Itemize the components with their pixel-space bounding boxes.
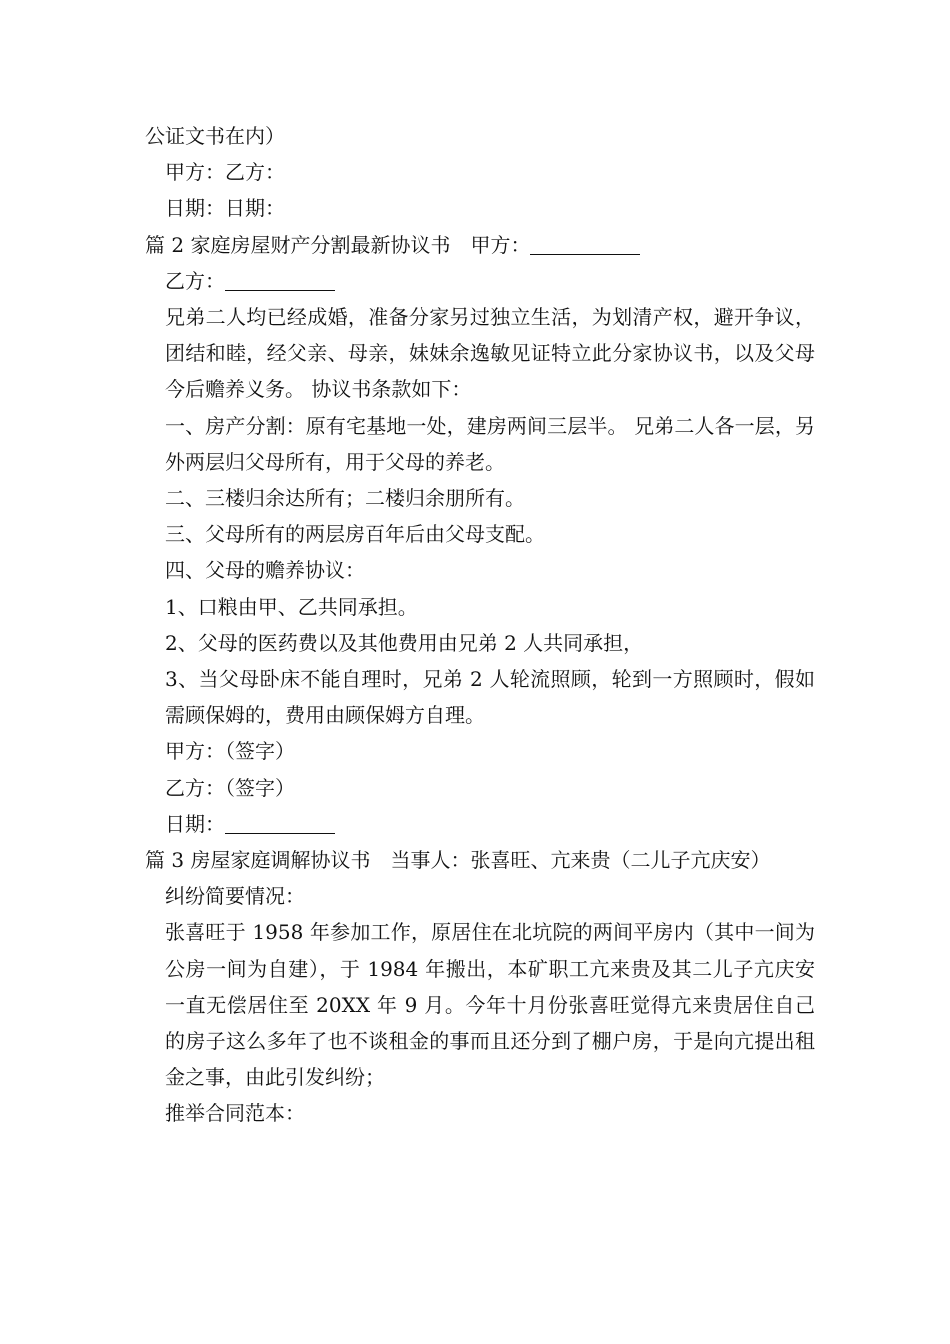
section-title: 篇 3 房屋家庭调解协议书 [145,848,371,873]
date-line [145,806,815,842]
party-b-line [145,263,815,299]
paragraph: 推举合同范本： [165,1101,305,1126]
date-label: 日期： [165,811,225,836]
paragraph: 兄弟二人均已经成婚，准备分家另过独立生活，为划清产权，避开争议，团结和睦，经父亲、母亲，妹妹余逸敏见证特立此分家协议书，以及父母今后赡养义务。 协议书条款如下： [165,305,815,402]
blank-underline [225,811,335,834]
section-heading-3 [145,842,815,878]
signature-line: 乙方：（签字） [165,775,295,800]
paragraph: 纠纷简要情况： [165,884,305,909]
blank-underline [530,232,640,255]
party-b-label: 乙方： [165,268,225,293]
paragraph: 三、父母所有的两层房百年后由父母支配。 [165,522,545,547]
paragraph: 二、三楼归余达所有；二楼归余朋所有。 [165,486,525,511]
signature-line: 甲方：乙方： [165,160,285,185]
list-item: 3、当父母卧床不能自理时，兄弟 2 人轮流照顾，轮到一方照顾时，假如需顾保姆的，费用由顾保姆方自理。 [165,667,815,728]
paragraph: 四、父母的赡养协议： [165,558,365,583]
date-line: 日期：日期： [165,196,285,221]
signature-line: 甲方：（签字） [165,739,295,764]
text-line: 公证文书在内） [145,124,285,148]
paragraph: 张喜旺于 1958 年参加工作，原居住在北坑院的两间平房内（其中一间为公房一间为自建），于 1984 年搬出，本矿职工亢来贵及其二儿子亢庆安一直无偿居住至 20XX 年 9 月。今年十月份张喜旺觉得亢来贵居住自己的房子这么多年了也不谈租金的事而且还分到了棚户房，于是向亢提出租金之事，由此引发纠纷； [165,920,815,1090]
section-heading-2 [145,227,815,263]
paragraph: 一、房产分割：原有宅基地一处，建房两间三层半。 兄弟二人各一层，另外两层归父母所有，用于父母的养老。 [165,413,815,474]
parties-text: 当事人：张喜旺、亢来贵（二儿子亢庆安） [390,848,771,873]
list-item: 1、口粮由甲、乙共同承担。 [165,594,418,619]
blank-underline [225,268,335,291]
section-title: 篇 2 家庭房屋财产分割最新协议书 [145,232,451,257]
document-page [145,118,815,1132]
list-item: 2、父母的医药费以及其他费用由兄弟 2 人共同承担， [165,630,644,655]
party-a-label: 甲方： [470,232,531,257]
